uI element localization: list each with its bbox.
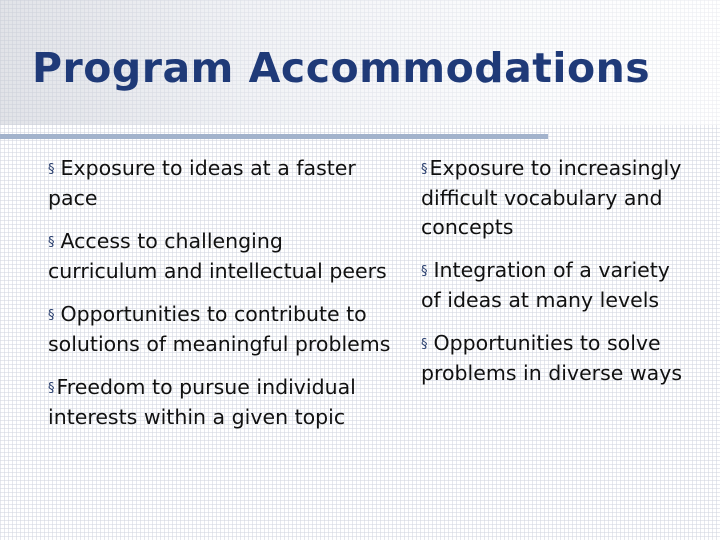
bullet-icon: §: [421, 337, 428, 352]
bullet-text: Integration of a variety of ideas at many levels: [421, 258, 670, 312]
left-column: [48, 154, 393, 446]
bullet-icon: §: [48, 381, 55, 396]
bullet-text: Freedom to pursue individual interests within a given topic: [48, 375, 356, 429]
slide-title: Program Accommodations: [32, 44, 651, 92]
right-column: [421, 154, 696, 402]
bullet-icon: §: [421, 162, 428, 177]
bullet-item: [421, 154, 696, 242]
bullet-text: Opportunities to solve problems in diverse ways: [421, 331, 683, 385]
bullet-item: [48, 154, 393, 213]
bullet-item: [48, 300, 393, 359]
bullet-item: [421, 256, 696, 315]
bullet-text: Exposure to ideas at a faster pace: [48, 156, 356, 210]
bullet-icon: §: [48, 235, 55, 250]
bullet-icon: §: [48, 162, 55, 177]
bullet-item: [48, 227, 393, 286]
bullet-item: [421, 329, 696, 388]
bullet-icon: §: [421, 264, 428, 279]
bullet-item: [48, 373, 393, 432]
bullet-text: Opportunities to contribute to solutions of meaningful problems: [48, 302, 391, 356]
bullet-icon: §: [48, 308, 55, 323]
bullet-text: Access to challenging curriculum and intellectual peers: [48, 229, 387, 283]
title-divider: [0, 134, 548, 139]
bullet-text: Exposure to increasingly difficult vocabulary and concepts: [421, 156, 682, 239]
